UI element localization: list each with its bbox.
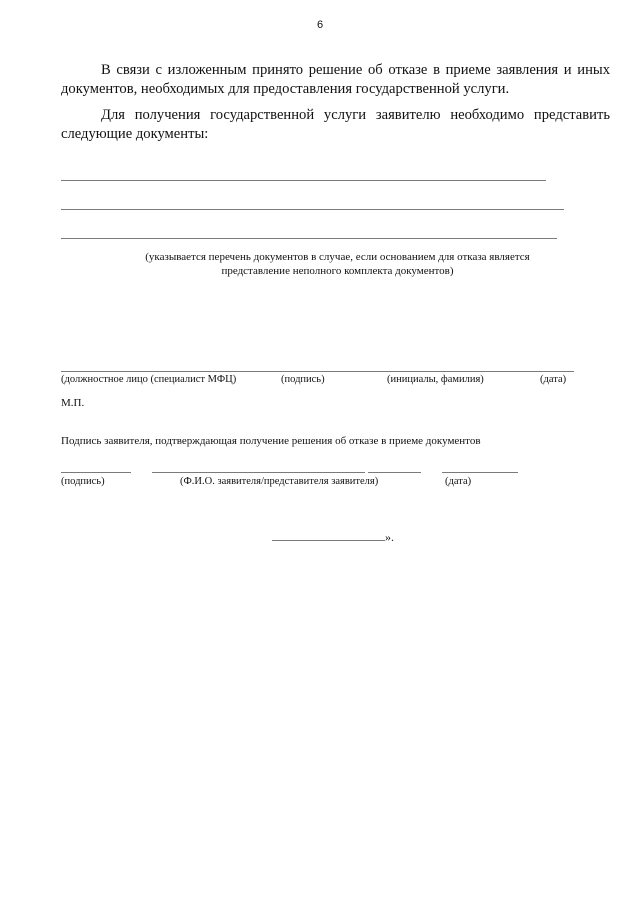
documents-blank-line-1 — [61, 180, 546, 181]
documents-blank-line-2 — [61, 209, 564, 210]
closing-blank-line — [272, 530, 385, 541]
refusal-decision-paragraph: В связи с изложенным принято решение об отказе в приеме заявления и иных документов, необходимых для предоставления государственной услуги. — [61, 62, 610, 97]
applicant-signature-title: Подпись заявителя, подтверждающая получение решения об отказе в приеме документов — [61, 435, 481, 447]
applicant-fio-line — [152, 472, 365, 473]
official-label: (должностное лицо (специалист МФЦ) — [61, 374, 237, 385]
closing-mark — [272, 530, 394, 545]
official-signature-label: (подпись) — [281, 374, 325, 385]
documents-blank-line-3 — [61, 238, 557, 239]
closing-quote: ». — [385, 530, 394, 544]
applicant-fio-line-extra — [368, 472, 421, 473]
applicant-fio-label: (Ф.И.О. заявителя/представителя заявителя) — [180, 476, 379, 487]
documents-hint — [100, 250, 575, 278]
documents-hint-line-1: (указывается перечень документов в случае, если основанием для отказа является — [145, 251, 530, 263]
official-date-label: (дата) — [540, 374, 567, 385]
applicant-signature-label: (подпись) — [61, 476, 105, 487]
page-number: 6 — [316, 19, 324, 31]
required-documents-paragraph: Для получения государственной услуги заявителю необходимо представить следующие документы: — [61, 107, 610, 142]
documents-hint-line-2: представление неполного комплекта документов) — [221, 265, 454, 277]
applicant-date-line — [442, 472, 518, 473]
official-signature-line — [61, 371, 574, 372]
stamp-label: М.П. — [61, 397, 85, 409]
applicant-date-label: (дата) — [445, 476, 472, 487]
applicant-signature-line — [61, 472, 131, 473]
official-initials-label: (инициалы, фамилия) — [387, 374, 484, 385]
